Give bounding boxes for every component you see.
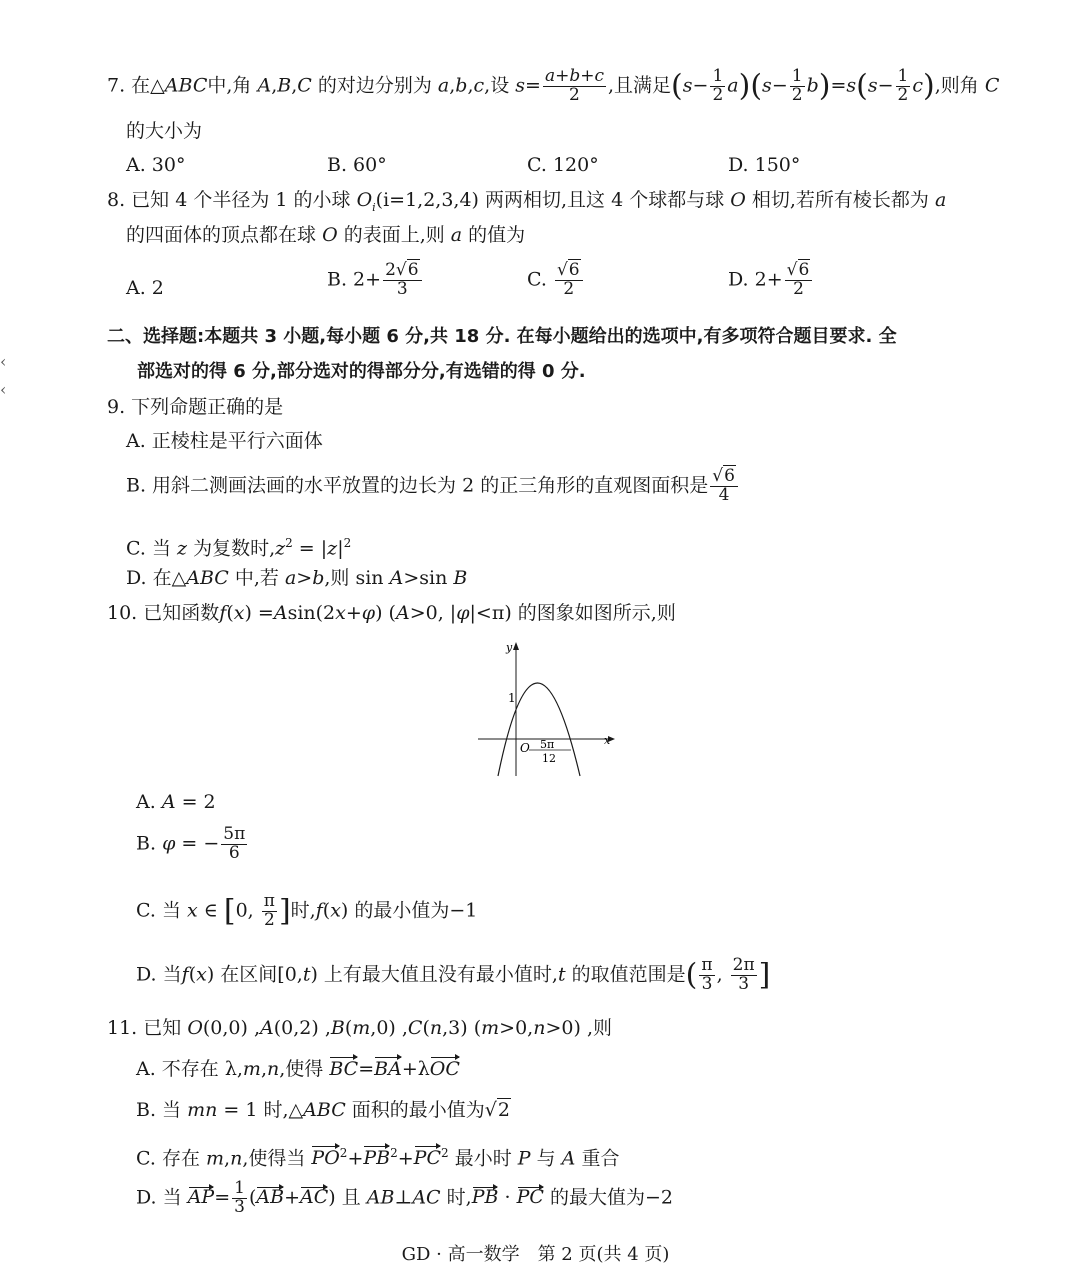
x-tick-denominator: 12: [542, 752, 556, 765]
q10-stem: 10. 已知函数f(x) =Asin(2x+φ) (A>0, |φ|<π) 的图象如图所示,则: [107, 602, 676, 624]
q7-option-c: C. 120°: [527, 154, 599, 176]
q9-option-d: D. 在△ABC 中,若 a>b,则 sin A>sin B: [126, 567, 468, 589]
q8-stem-line1: 8. 已知 4 个半径为 1 的小球 $O_i(i=1,2,3,4)$ 两两相切,且这 4 个球都与球 O 相切,若所有棱长都为 a: [107, 189, 947, 214]
y-axis-label: y: [506, 641, 513, 654]
q7-option-a: A. 30°: [126, 154, 186, 176]
q7-stem: 7. 在△ABC中,角 A,B,C 的对边分别为 a,b,c,设 s= $\frac{a+b+c}{2}$ ,且满足(s− $\frac{1}{2}$ a)(s− $\frac{1}{2}$ b)=s(s− $\frac{1}{2}$ c),则角 C: [107, 66, 1000, 105]
q8-option-d: D. 2+ $\frac{√6}{2}$: [728, 262, 814, 299]
q8-stem-line2: 的四面体的顶点都在球 O 的表面上,则 a 的值为: [126, 224, 526, 246]
section-2-header: 二、选择题:本题共 3 小题,每小题 6 分,共 18 分. 在每小题给出的选项中,有多项符合题目要求. 全: [107, 326, 897, 347]
q10-option-a: A. A = 2: [136, 791, 216, 813]
y-axis-arrow: [513, 642, 519, 650]
q9-option-c: C. 当 z 为复数时$,z^2 = |z|^2$: [126, 536, 352, 560]
q10-option-d: D. 当f(x) 在区间[0,t) 上有最大值且没有最小值时,t 的取值范围是( $\frac{\pi}{3}$ , $\frac{2\pi}{3}$ ]: [136, 955, 771, 994]
q7-stem-line2: 的大小为: [126, 120, 203, 142]
x-tick-numerator: 5π: [540, 738, 555, 751]
q7-option-d: D. 150°: [728, 154, 801, 176]
q8-option-c: C. $\frac{√6}{2}$: [527, 262, 585, 299]
page-footer: GD · 高一数学 第 2 页(共 4 页): [401, 1244, 670, 1265]
q9-stem: 9. 下列命题正确的是: [107, 396, 284, 418]
margin-mark: ‹: [0, 380, 7, 399]
q8-option-b: B. 2+ $\frac{2√6}{3}$: [327, 262, 424, 299]
q10-option-c: C. 当 x ∈ [0, $\frac{\pi}{2}$ ]时,f(x) 的最小值为−1: [136, 891, 478, 930]
origin-label: O: [520, 741, 530, 755]
q10-option-b: B. φ = − $\frac{5\pi}{6}$: [136, 824, 246, 863]
q9-option-a: A. 正棱柱是平行六面体: [126, 430, 323, 452]
margin-mark: ‹: [0, 352, 7, 371]
q11-option-b: B. 当 mn = 1 时,△ABC 面积的最小值为√2: [136, 1099, 510, 1121]
function-graph: [470, 636, 620, 780]
q11-option-c: C. 存在 m,n,使得当 $PO^2+PB^2+PC^2$ 最小时 P 与 A 重合: [136, 1146, 620, 1170]
q11-stem: 11. 已知 O(0,0) ,A(0,2) ,B(m,0) ,C(n,3) (m>0,n>0) ,则: [107, 1017, 612, 1039]
x-axis-label: x: [604, 734, 611, 747]
section-2-header-line2: 部选对的得 6 分,部分选对的得部分分,有选错的得 0 分.: [137, 361, 586, 382]
y-tick-1: 1: [508, 691, 516, 705]
q8-option-a: A. 2: [126, 277, 164, 299]
q11-option-d: D. 当 AP= $\frac{1}{3}$ (AB+AC) 且 AB⊥AC 时,PB · PC 的最大值为−2: [136, 1178, 673, 1217]
q7-option-b: B. 60°: [327, 154, 387, 176]
q9-option-b: B. 用斜二测画法画的水平放置的边长为 2 的正三角形的直观图面积是 $\frac{√6}{4}$: [126, 468, 740, 505]
q11-option-a: A. 不存在 λ,m,n,使得 BC=BA+λOC: [136, 1058, 460, 1080]
